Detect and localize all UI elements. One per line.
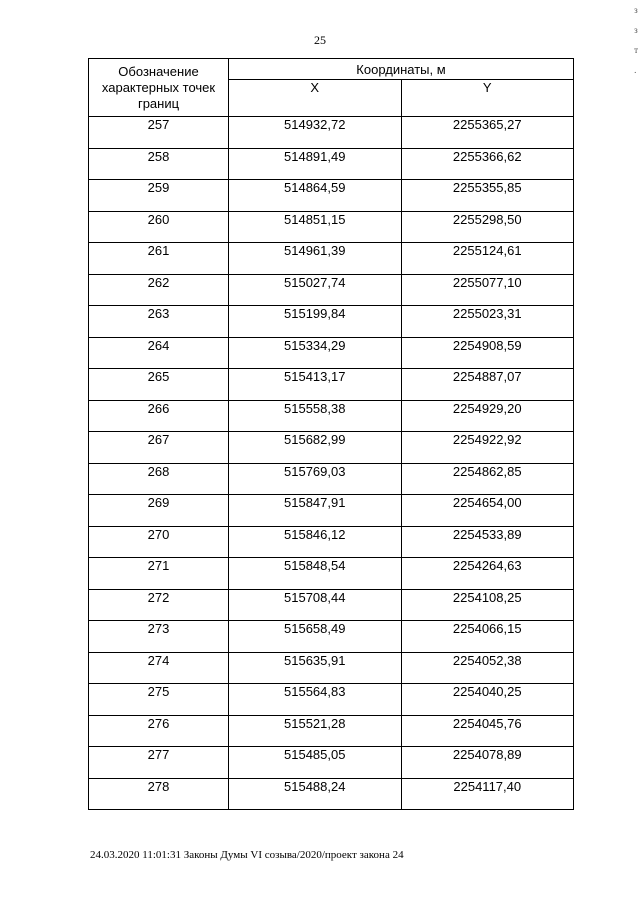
cell-x: 515521,28 xyxy=(229,715,402,747)
table-body xyxy=(89,117,574,810)
table-row xyxy=(89,369,574,401)
cell-x: 514864,59 xyxy=(229,180,402,212)
cell-x: 515334,29 xyxy=(229,337,402,369)
cell-point: 257 xyxy=(89,117,229,149)
cell-y: 2255355,85 xyxy=(401,180,574,212)
cell-x: 515488,24 xyxy=(229,778,402,810)
cell-x: 515485,05 xyxy=(229,747,402,779)
cell-x: 515846,12 xyxy=(229,526,402,558)
cell-y: 2254040,25 xyxy=(401,684,574,716)
cell-point: 265 xyxy=(89,369,229,401)
header-coordinates: Координаты, м xyxy=(229,59,574,80)
cell-x: 515658,49 xyxy=(229,621,402,653)
cell-point: 270 xyxy=(89,526,229,558)
cell-y: 2255366,62 xyxy=(401,148,574,180)
cell-y: 2254929,20 xyxy=(401,400,574,432)
cell-point: 269 xyxy=(89,495,229,527)
cell-y: 2255298,50 xyxy=(401,211,574,243)
table-row xyxy=(89,778,574,810)
table-row xyxy=(89,652,574,684)
table-row xyxy=(89,715,574,747)
cell-y: 2255365,27 xyxy=(401,117,574,149)
scan-edge-marks: з з т . xyxy=(634,5,638,75)
table-row xyxy=(89,243,574,275)
table-row xyxy=(89,211,574,243)
table-row xyxy=(89,526,574,558)
table-row xyxy=(89,558,574,590)
cell-point: 264 xyxy=(89,337,229,369)
cell-y: 2254908,59 xyxy=(401,337,574,369)
table-row xyxy=(89,306,574,338)
cell-y: 2255077,10 xyxy=(401,274,574,306)
cell-x: 515199,84 xyxy=(229,306,402,338)
cell-x: 515847,91 xyxy=(229,495,402,527)
cell-x: 514851,15 xyxy=(229,211,402,243)
footer-path: 24.03.2020 11:01:31 Законы Думы VI созыва/2020/проект закона 24 xyxy=(90,849,404,861)
cell-point: 273 xyxy=(89,621,229,653)
cell-point: 275 xyxy=(89,684,229,716)
table-row xyxy=(89,337,574,369)
coordinates-table xyxy=(88,58,574,810)
cell-x: 514961,39 xyxy=(229,243,402,275)
cell-y: 2254078,89 xyxy=(401,747,574,779)
cell-y: 2254922,92 xyxy=(401,432,574,464)
cell-y: 2254066,15 xyxy=(401,621,574,653)
table-row xyxy=(89,589,574,621)
cell-point: 268 xyxy=(89,463,229,495)
cell-y: 2254108,25 xyxy=(401,589,574,621)
cell-x: 515682,99 xyxy=(229,432,402,464)
cell-x: 515635,91 xyxy=(229,652,402,684)
cell-x: 514932,72 xyxy=(229,117,402,149)
table-row xyxy=(89,117,574,149)
cell-x: 515848,54 xyxy=(229,558,402,590)
cell-y: 2254117,40 xyxy=(401,778,574,810)
cell-y: 2255124,61 xyxy=(401,243,574,275)
cell-point: 259 xyxy=(89,180,229,212)
cell-point: 271 xyxy=(89,558,229,590)
cell-y: 2254045,76 xyxy=(401,715,574,747)
cell-point: 276 xyxy=(89,715,229,747)
table-row xyxy=(89,684,574,716)
cell-point: 261 xyxy=(89,243,229,275)
table-row xyxy=(89,148,574,180)
cell-point: 262 xyxy=(89,274,229,306)
cell-point: 272 xyxy=(89,589,229,621)
cell-x: 515769,03 xyxy=(229,463,402,495)
cell-y: 2255023,31 xyxy=(401,306,574,338)
cell-y: 2254654,00 xyxy=(401,495,574,527)
table-row xyxy=(89,495,574,527)
header-point-designation: Обозначение характерных точек границ xyxy=(89,59,229,117)
table-row xyxy=(89,400,574,432)
cell-x: 515564,83 xyxy=(229,684,402,716)
cell-point: 278 xyxy=(89,778,229,810)
table-row xyxy=(89,463,574,495)
cell-y: 2254052,38 xyxy=(401,652,574,684)
cell-x: 515027,74 xyxy=(229,274,402,306)
cell-y: 2254264,63 xyxy=(401,558,574,590)
page-number: 25 xyxy=(314,33,326,47)
header-y: Y xyxy=(401,80,574,117)
cell-point: 266 xyxy=(89,400,229,432)
cell-point: 274 xyxy=(89,652,229,684)
cell-point: 277 xyxy=(89,747,229,779)
table-header xyxy=(89,59,574,117)
table-row xyxy=(89,747,574,779)
cell-x: 515708,44 xyxy=(229,589,402,621)
cell-x: 515413,17 xyxy=(229,369,402,401)
table-row xyxy=(89,621,574,653)
cell-point: 258 xyxy=(89,148,229,180)
cell-y: 2254887,07 xyxy=(401,369,574,401)
cell-point: 260 xyxy=(89,211,229,243)
cell-y: 2254862,85 xyxy=(401,463,574,495)
cell-x: 515558,38 xyxy=(229,400,402,432)
cell-point: 267 xyxy=(89,432,229,464)
cell-x: 514891,49 xyxy=(229,148,402,180)
header-x: X xyxy=(229,80,402,117)
table-row xyxy=(89,180,574,212)
table-row xyxy=(89,432,574,464)
table-row xyxy=(89,274,574,306)
cell-y: 2254533,89 xyxy=(401,526,574,558)
cell-point: 263 xyxy=(89,306,229,338)
